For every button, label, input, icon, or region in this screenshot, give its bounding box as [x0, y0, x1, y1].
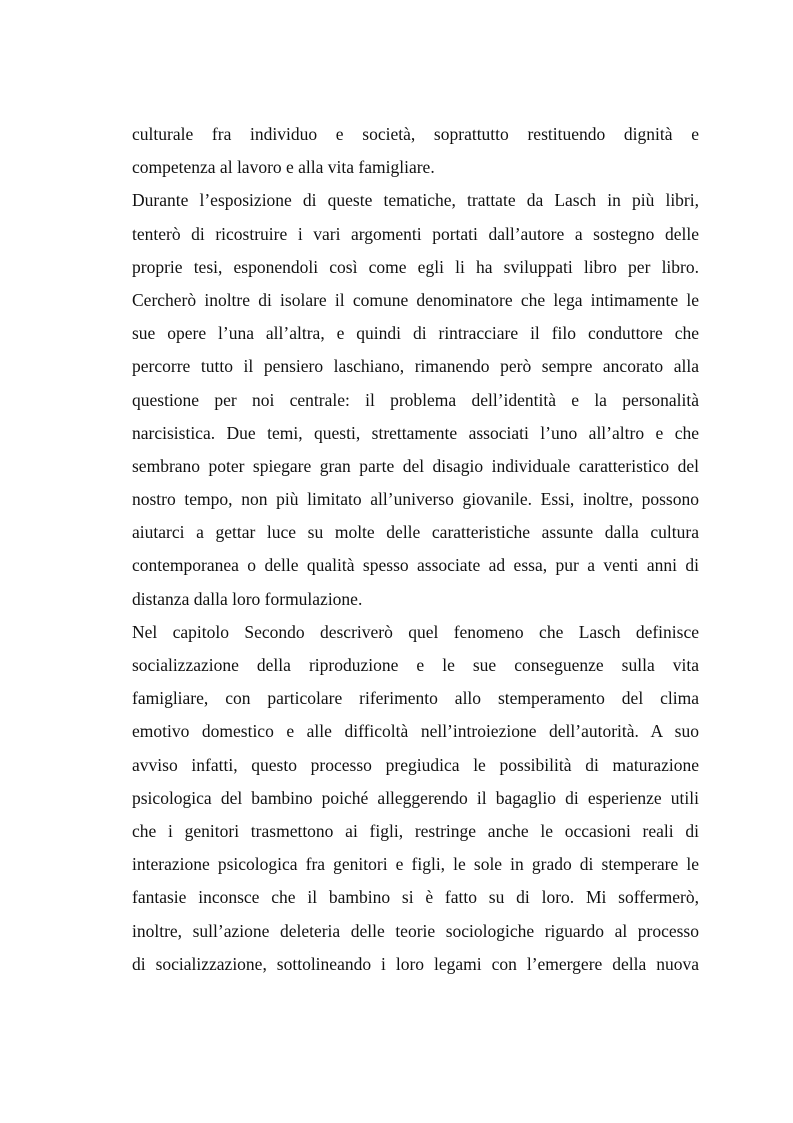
text-line: contemporanea o delle qualità spesso associate ad essa, pur a venti anni di — [132, 555, 699, 576]
text-line: culturale fra individuo e società, soprattutto restituendo dignità e — [132, 124, 699, 144]
text-line: socializzazione della riproduzione e le sue conseguenze sulla vita — [132, 655, 699, 675]
text-line: fantasie inconsce che il bambino si è fatto su di loro. Mi soffermerò, — [132, 887, 699, 908]
text-line: sembrano poter spiegare gran parte del disagio individuale caratteristico del — [132, 455, 699, 476]
text-line: interazione psicologica fra genitori e figli, le sole in grado di stemperare le — [132, 854, 699, 875]
text-line: famigliare, con particolare riferimento allo stemperamento del clima — [132, 688, 699, 709]
text-line: Nel capitolo Secondo descriverò quel fenomeno che Lasch definisce — [132, 621, 699, 642]
text-line: proprie tesi, esponendoli così come egli li ha sviluppati libro per libro. — [132, 256, 699, 277]
text-line: competenza al lavoro e alla vita famigliare. — [132, 157, 435, 178]
text-line: questione per noi centrale: il problema dell’identità e la personalità — [132, 389, 699, 410]
text-line: avviso infatti, questo processo pregiudica le possibilità di maturazione — [132, 754, 699, 775]
text-line: psicologica del bambino poiché alleggerendo il bagaglio di esperienze utili — [132, 787, 699, 808]
text-line: che i genitori trasmettono ai figli, restringe anche le occasioni reali di — [132, 820, 699, 841]
text-line: emotivo domestico e alle difficoltà nell’introiezione dell’autorità. A suo — [132, 721, 699, 742]
text-line: sue opere l’una all’altra, e quindi di rintracciare il filo conduttore che — [132, 323, 699, 344]
text-line: tenterò di ricostruire i vari argomenti portati dall’autore a sostegno delle — [132, 223, 699, 244]
text-line: distanza dalla loro formulazione. — [132, 588, 363, 609]
text-line: narcisistica. Due temi, questi, strettamente associati l’uno all’altro e che — [132, 422, 699, 443]
text-line: Cercherò inoltre di isolare il comune denominatore che lega intimamente le — [132, 289, 699, 310]
text-line: aiutarci a gettar luce su molte delle caratteristiche assunte dalla cultura — [132, 522, 699, 543]
body-text — [132, 118, 699, 981]
text-line: Durante l’esposizione di queste tematiche, trattate da Lasch in più libri, — [132, 190, 699, 211]
text-line: di socializzazione, sottolineando i loro legami con l’emergere della nuova — [132, 953, 699, 974]
text-line: percorre tutto il pensiero laschiano, rimanendo però sempre ancorato alla — [132, 356, 699, 377]
text-line: nostro tempo, non più limitato all’universo giovanile. Essi, inoltre, possono — [132, 489, 699, 510]
text-line: inoltre, sull’azione deleteria delle teorie sociologiche riguardo al processo — [132, 920, 699, 941]
